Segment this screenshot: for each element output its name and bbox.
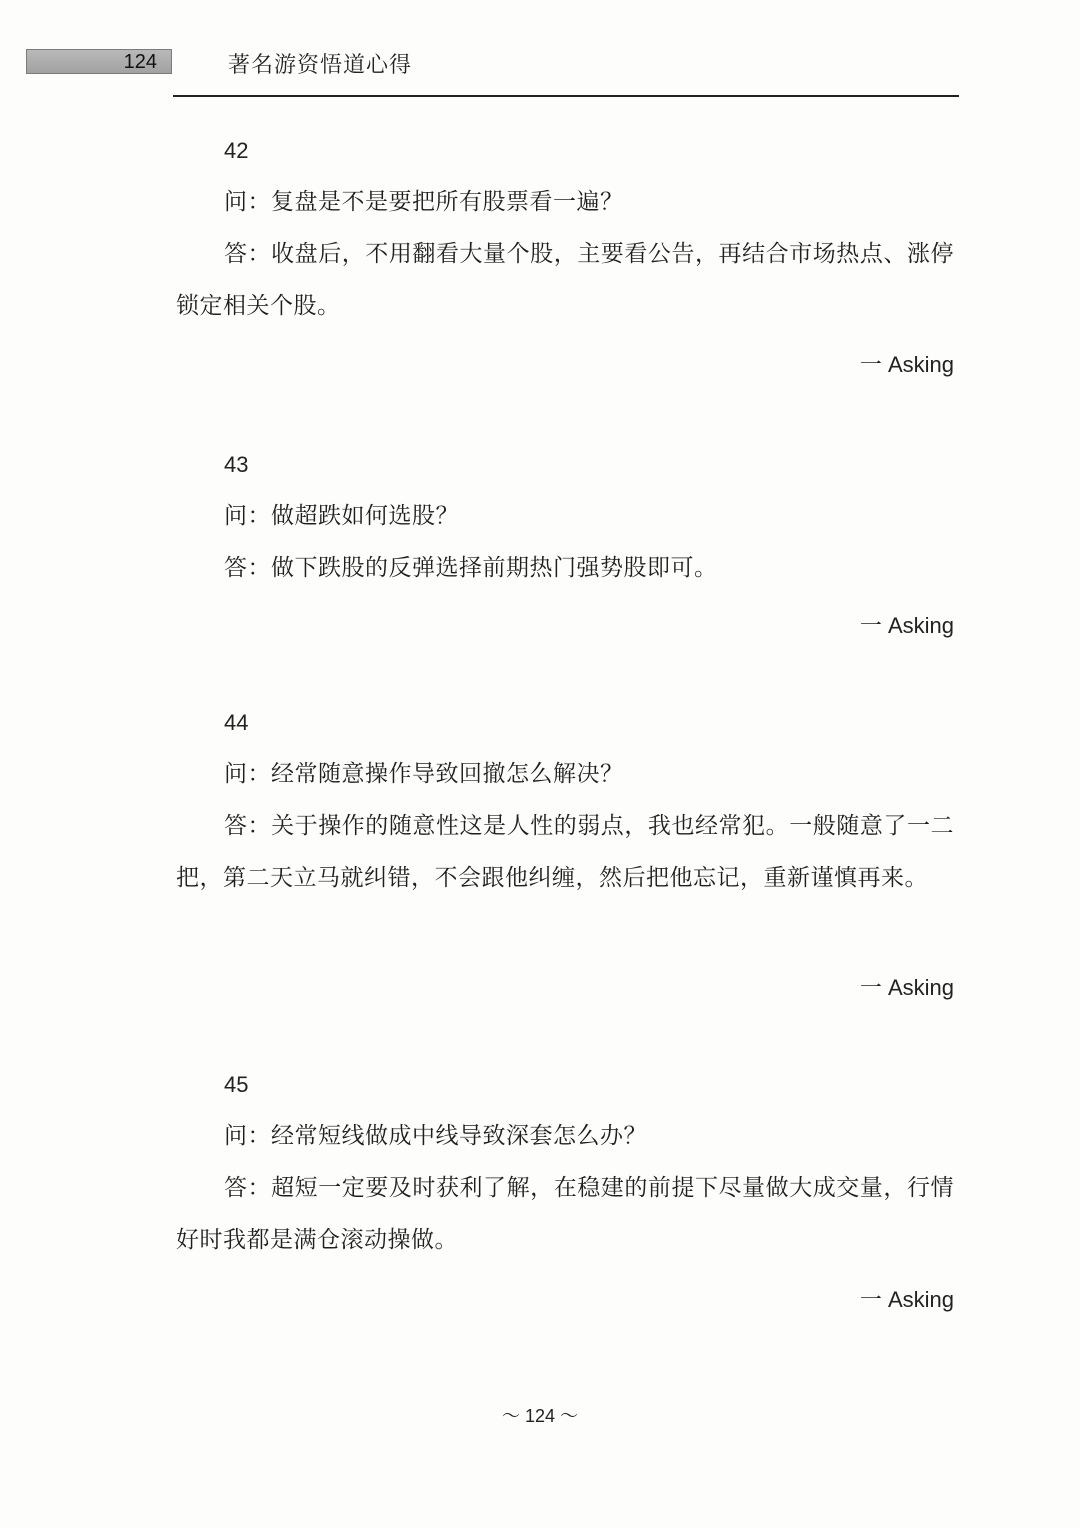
question-text: 问：做超跌如何选股？	[224, 503, 459, 529]
book-title: 著名游资悟道心得	[228, 53, 413, 78]
answer-text: 答：收盘后，不用翻看大量个股，主要看公告，再结合市场热点、涨停锁定相关个股。	[176, 241, 954, 319]
entry-number: 45	[224, 1072, 249, 1097]
attribution: 一 Asking	[859, 352, 954, 377]
header-divider	[173, 95, 959, 97]
answer-text: 答：超短一定要及时获利了解，在稳建的前提下尽量做大成交量，行情好时我都是满仓滚动操做。	[176, 1175, 954, 1253]
attribution: 一 Asking	[859, 613, 954, 638]
attribution: 一 Asking	[859, 1287, 954, 1312]
question-text: 问：经常随意操作导致回撤怎么解决？	[224, 761, 624, 787]
question-text: 问：经常短线做成中线导致深套怎么办？	[224, 1123, 647, 1149]
header-page-number: 124	[123, 51, 157, 73]
page-number-tab	[26, 49, 172, 74]
entry-number: 43	[224, 452, 249, 477]
question-text: 问：复盘是不是要把所有股票看一遍？	[224, 189, 624, 215]
answer-text: 答：关于操作的随意性这是人性的弱点，我也经常犯。一般随意了一二把，第二天立马就纠错，不会跟他纠缠，然后把他忘记，重新谨慎再来。	[176, 813, 954, 891]
answer-text: 答：做下跌股的反弹选择前期热门强势股即可。	[224, 555, 718, 581]
footer-page-number: ～ 124 ～	[501, 1406, 579, 1426]
entry-number: 42	[224, 138, 249, 163]
entry-number: 44	[224, 710, 249, 735]
attribution: 一 Asking	[859, 975, 954, 1000]
